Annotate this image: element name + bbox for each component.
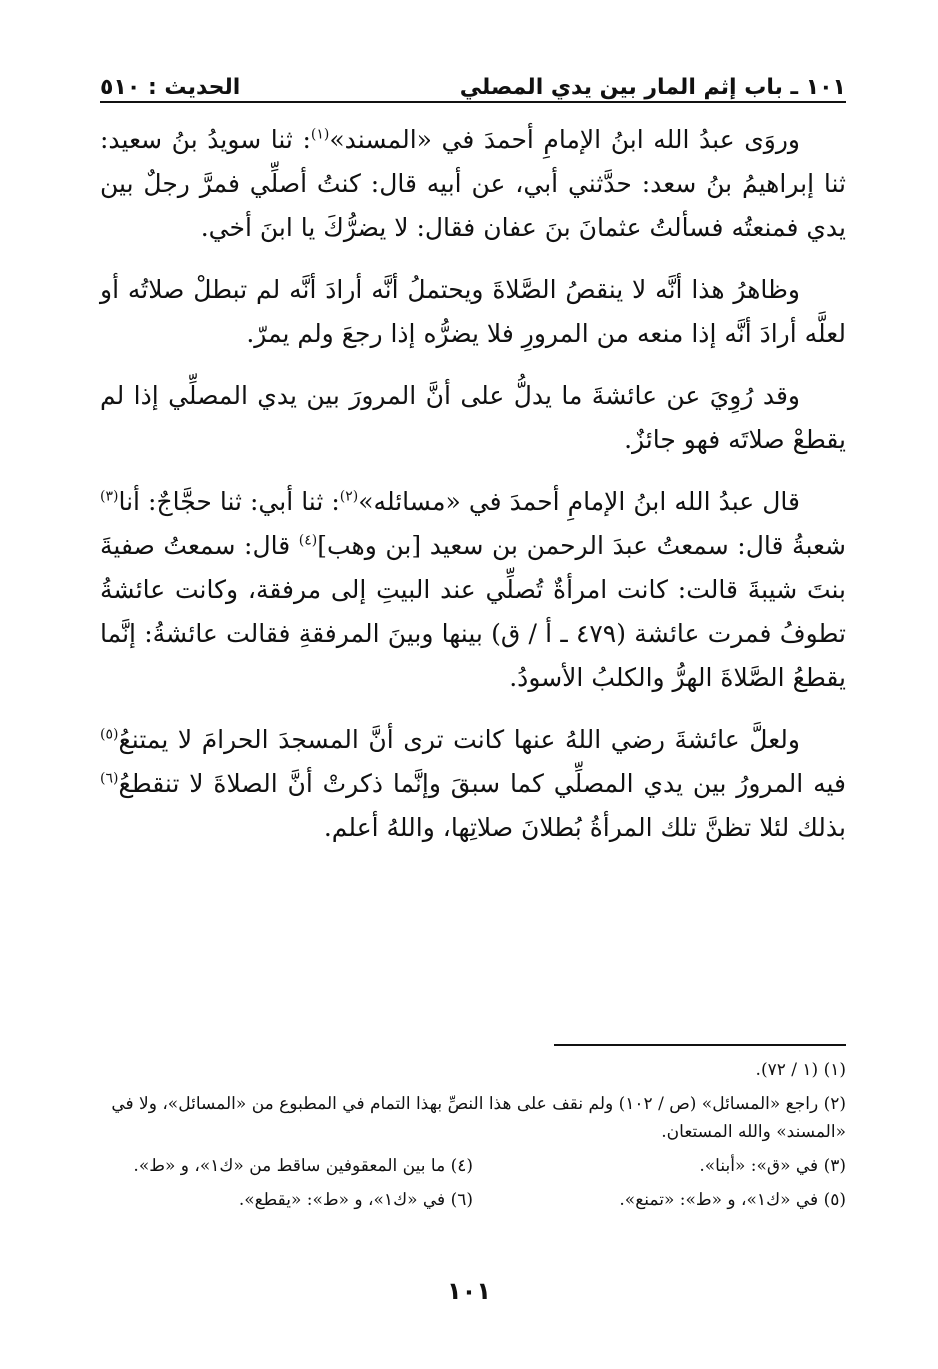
footnote-5: (٥) في «ك١»، و «ط»: «تمنع». [619, 1190, 846, 1210]
footnote-4: (٤) ما بين المعقوفين ساقط من «ك١»، و «ط». [133, 1156, 473, 1176]
paragraph-1: وروَى عبدُ الله ابنُ الإمامِ أحمدَ في «المسند»$^{(١)}$: ثنا سويدُ بنُ سعيد: ثنا إبراهيمُ بنُ سعد: حدَّثني أبي، عن أبيه قال: كنتُ أصلِّي فمرَّ رجلٌ بين يدي فمنعتُه فسألتُ عثمانَ بنَ عفان فقال: لا يضرُّكَ يا ابنَ أخي. [100, 125, 846, 242]
paragraph-2: وظاهرُ هذا أنَّه لا ينقصُ الصَّلاةَ ويحتملُ أنَّه أرادَ أنَّه لم تبطلْ صلاتُه أو لعلَّه أرادَ أنَّه إذا منعه من المرورِ فلا يضرُّه إذا رجعَ ولم يمرّ. [100, 275, 846, 348]
footnote-3: (٣) في «ق»: «أبنا». [699, 1156, 846, 1176]
running-header [100, 56, 846, 100]
main-text [100, 118, 846, 868]
footnote-ref-6: (٦) [100, 770, 119, 787]
paragraph-4: قال عبدُ الله ابنُ الإمامِ أحمدَ في «مسائله»$^{(٢)}$: ثنا أبي: ثنا حجَّاجٌ: أنا$^{(٣)}$ شعبةُ قال: سمعتُ عبدَ الرحمن بن سعيد [بن وهب]$^{(٤)}$ قال: سمعتُ صفيةَ بنتَ شيبةَ قالت: كانت امرأةٌ تُصلِّي عند البيتِ إلى مرفقة، وكانت عائشةُ تطوفُ فمرت عائشة (٤٧٩ ـ أ / ق) بينها وبينَ المرفقةِ فقالت عائشةُ: إنَّما يقطعُ الصَّلاةَ الهرُّ والكلبُ الأسودُ. [100, 487, 846, 692]
footnote-ref-4: (٤) [298, 532, 318, 549]
footnote-row-3-4 [100, 1152, 846, 1180]
page-number: ١٠١ [447, 1277, 491, 1305]
footnote-divider [554, 1044, 846, 1046]
footnote-ref-5: (٥) [100, 726, 119, 743]
footnotes [100, 1056, 846, 1220]
footnote-2: (٢) راجع «المسائل» (ص / ١٠٢) ولم نقف على هذا النصِّ بهذا التمام في المطبوع من «المسائل»، ولا في «المسند» والله المستعان. [111, 1094, 846, 1142]
paragraph-5: ولعلَّ عائشةَ رضي اللهُ عنها كانت ترى أنَّ المسجدَ الحرامَ لا يمتنعُ$^{(٥)}$ فيه المرورُ بين يدي المصلِّي كما سبقَ وإنَّما ذكرتْ أنَّ الصلاةَ لا تنقطعُ$^{(٦)}$ بذلك لئلا تظنَّ تلك المرأةُ بُطلانَ صلاتِها، واللهُ أعلم. [100, 725, 846, 842]
hadith-number: الحديث : ٥١٠ [100, 75, 241, 100]
footnote-ref-1: (١) [310, 126, 330, 143]
paragraph-3: وقد رُوِيَ عن عائشةَ ما يدلُّ على أنَّ المرورَ بين يدي المصلِّي إذا لم يقطعْ صلاتَه فهو جائزٌ. [100, 381, 846, 454]
chapter-title: ١٠١ ـ باب إثم المار بين يدي المصلي [459, 75, 846, 100]
footnote-6: (٦) في «ك١»، و «ط»: «يقطع». [238, 1190, 473, 1210]
header-divider [100, 101, 846, 103]
footnote-ref-2: (٢) [339, 488, 359, 505]
footnote-1: (١) (١ / ٧٢). [755, 1060, 846, 1080]
footnote-row-5-6 [100, 1186, 846, 1214]
footnote-ref-3: (٣) [100, 488, 119, 505]
